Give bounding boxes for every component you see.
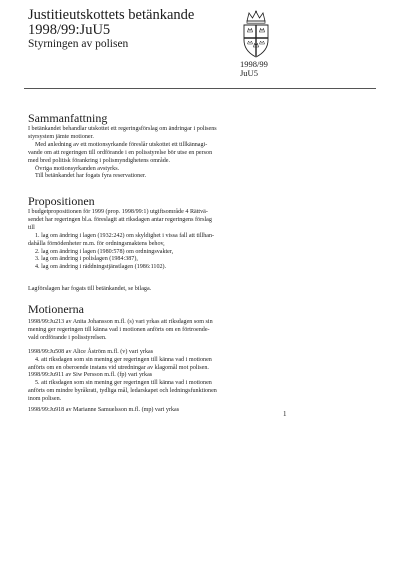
list-item: 1. lag om ändring i lagen (1932:242) om skyldighet i vissa fall att tillhan- xyxy=(35,232,215,239)
paragraph-line: I betänkandet behandlar utskottet ett regeringsförslag om ändringar i polisens xyxy=(28,126,217,132)
motion-reference: 1998/99:Ju911 av Siw Persson m.fl. (fp) vari yrkas xyxy=(28,372,153,378)
paragraph-line: Till betänkandet har fogats fyra reservationer. xyxy=(35,173,147,180)
paragraph-line: anförts om en oberoende instans vid utredningar av klagomål mot polisen. xyxy=(28,364,209,371)
paragraph-line: Övriga motionsyrkanden avstyrks. xyxy=(35,165,120,172)
motion-block xyxy=(28,407,320,415)
motion-reference: 1998/99:Ju508 av Alice Åström m.fl. (v) vari yrkas xyxy=(28,349,154,355)
motion-reference: 1998/99:Ju918 av Marianne Samuelsson m.fl. (mp) vari yrkas xyxy=(28,407,180,413)
paragraph-line: I budgetpropositionen för 1999 (prop. 1998/99:1) utgiftsområde 4 Rättvä- xyxy=(28,209,208,215)
report-subject: Styrningen av polisen xyxy=(28,38,129,50)
paragraph-line: vald ordförande i polisstyrelsen. xyxy=(28,334,107,341)
list-item: dahålla förnödenheter m.m. för ordningsmaktens behov, xyxy=(28,240,165,247)
paragraph-line: 4. att riksdagen som sin mening ger regeringen till känna vad i motionen xyxy=(35,356,212,363)
paragraph-line: inom polisen. xyxy=(28,395,62,402)
list-item: 2. lag om ändring i lagen (1980:578) om ordningsvakter, xyxy=(35,248,174,255)
report-header xyxy=(28,8,194,51)
page-number: 1 xyxy=(283,410,287,418)
paragraph-line: sendet har regeringen bl.a. föreslagit att riksdagen antar regeringens förslag xyxy=(28,216,212,223)
paragraph-line: med bred politisk förankring i polismyndighetens område. xyxy=(28,157,170,164)
paragraph-line: vande om att regeringen till ordförande i en polisstyrelse bör utse en person xyxy=(28,149,213,156)
paragraph-line: Med anledning av ett motionsyrkande föreslår utskottet ett tillkännagi- xyxy=(35,141,208,148)
paragraph-line: 5. att riksdagen som sin mening ger regeringen till känna vad i motionen xyxy=(35,379,212,386)
motion-block xyxy=(28,349,320,373)
list-item: 4. lag om ändring i räddningstjänstlagen (1986:1102). xyxy=(35,264,167,271)
paragraph-line: Lagförslagen har fogats till betänkandet, se bilaga. xyxy=(28,286,152,292)
report-code xyxy=(240,60,268,78)
paragraph-line: till xyxy=(28,224,35,231)
motion-reference: 1998/99:Ju213 av Anita Johansson m.fl. (s) vari yrkas att riksdagen som sin xyxy=(28,319,213,325)
paragraph-line: anförts om mindre byråkrati, tydliga mål, ledarskapet och ledningsfunktionen xyxy=(28,387,217,394)
section-heading-propositionen: Propositionen xyxy=(28,194,95,208)
paragraph-line: styrsystem jämte motioner. xyxy=(28,133,94,140)
propositionen-outro xyxy=(28,286,320,294)
report-code-id: JuU5 xyxy=(240,68,258,78)
report-code-year: 1998/99 xyxy=(240,59,268,69)
swedish-crest-icon xyxy=(240,10,272,60)
paragraph-line: mening ger regeringen till känna vad i motionen anförts om en förtroende- xyxy=(28,326,210,333)
report-title: Justitieutskottets betänkande xyxy=(28,7,195,23)
sammanfattning-text xyxy=(28,126,320,181)
propositionen-text xyxy=(28,209,320,272)
motion-block xyxy=(28,372,320,404)
header-divider xyxy=(24,88,376,89)
report-number: 1998/99:JuU5 xyxy=(28,22,111,38)
section-heading-motionerna: Motionerna xyxy=(28,302,84,316)
list-item: 3. lag om ändring i polislagen (1984:387), xyxy=(35,256,138,263)
motion-block xyxy=(28,319,320,343)
section-heading-sammanfattning: Sammanfattning xyxy=(28,111,108,125)
